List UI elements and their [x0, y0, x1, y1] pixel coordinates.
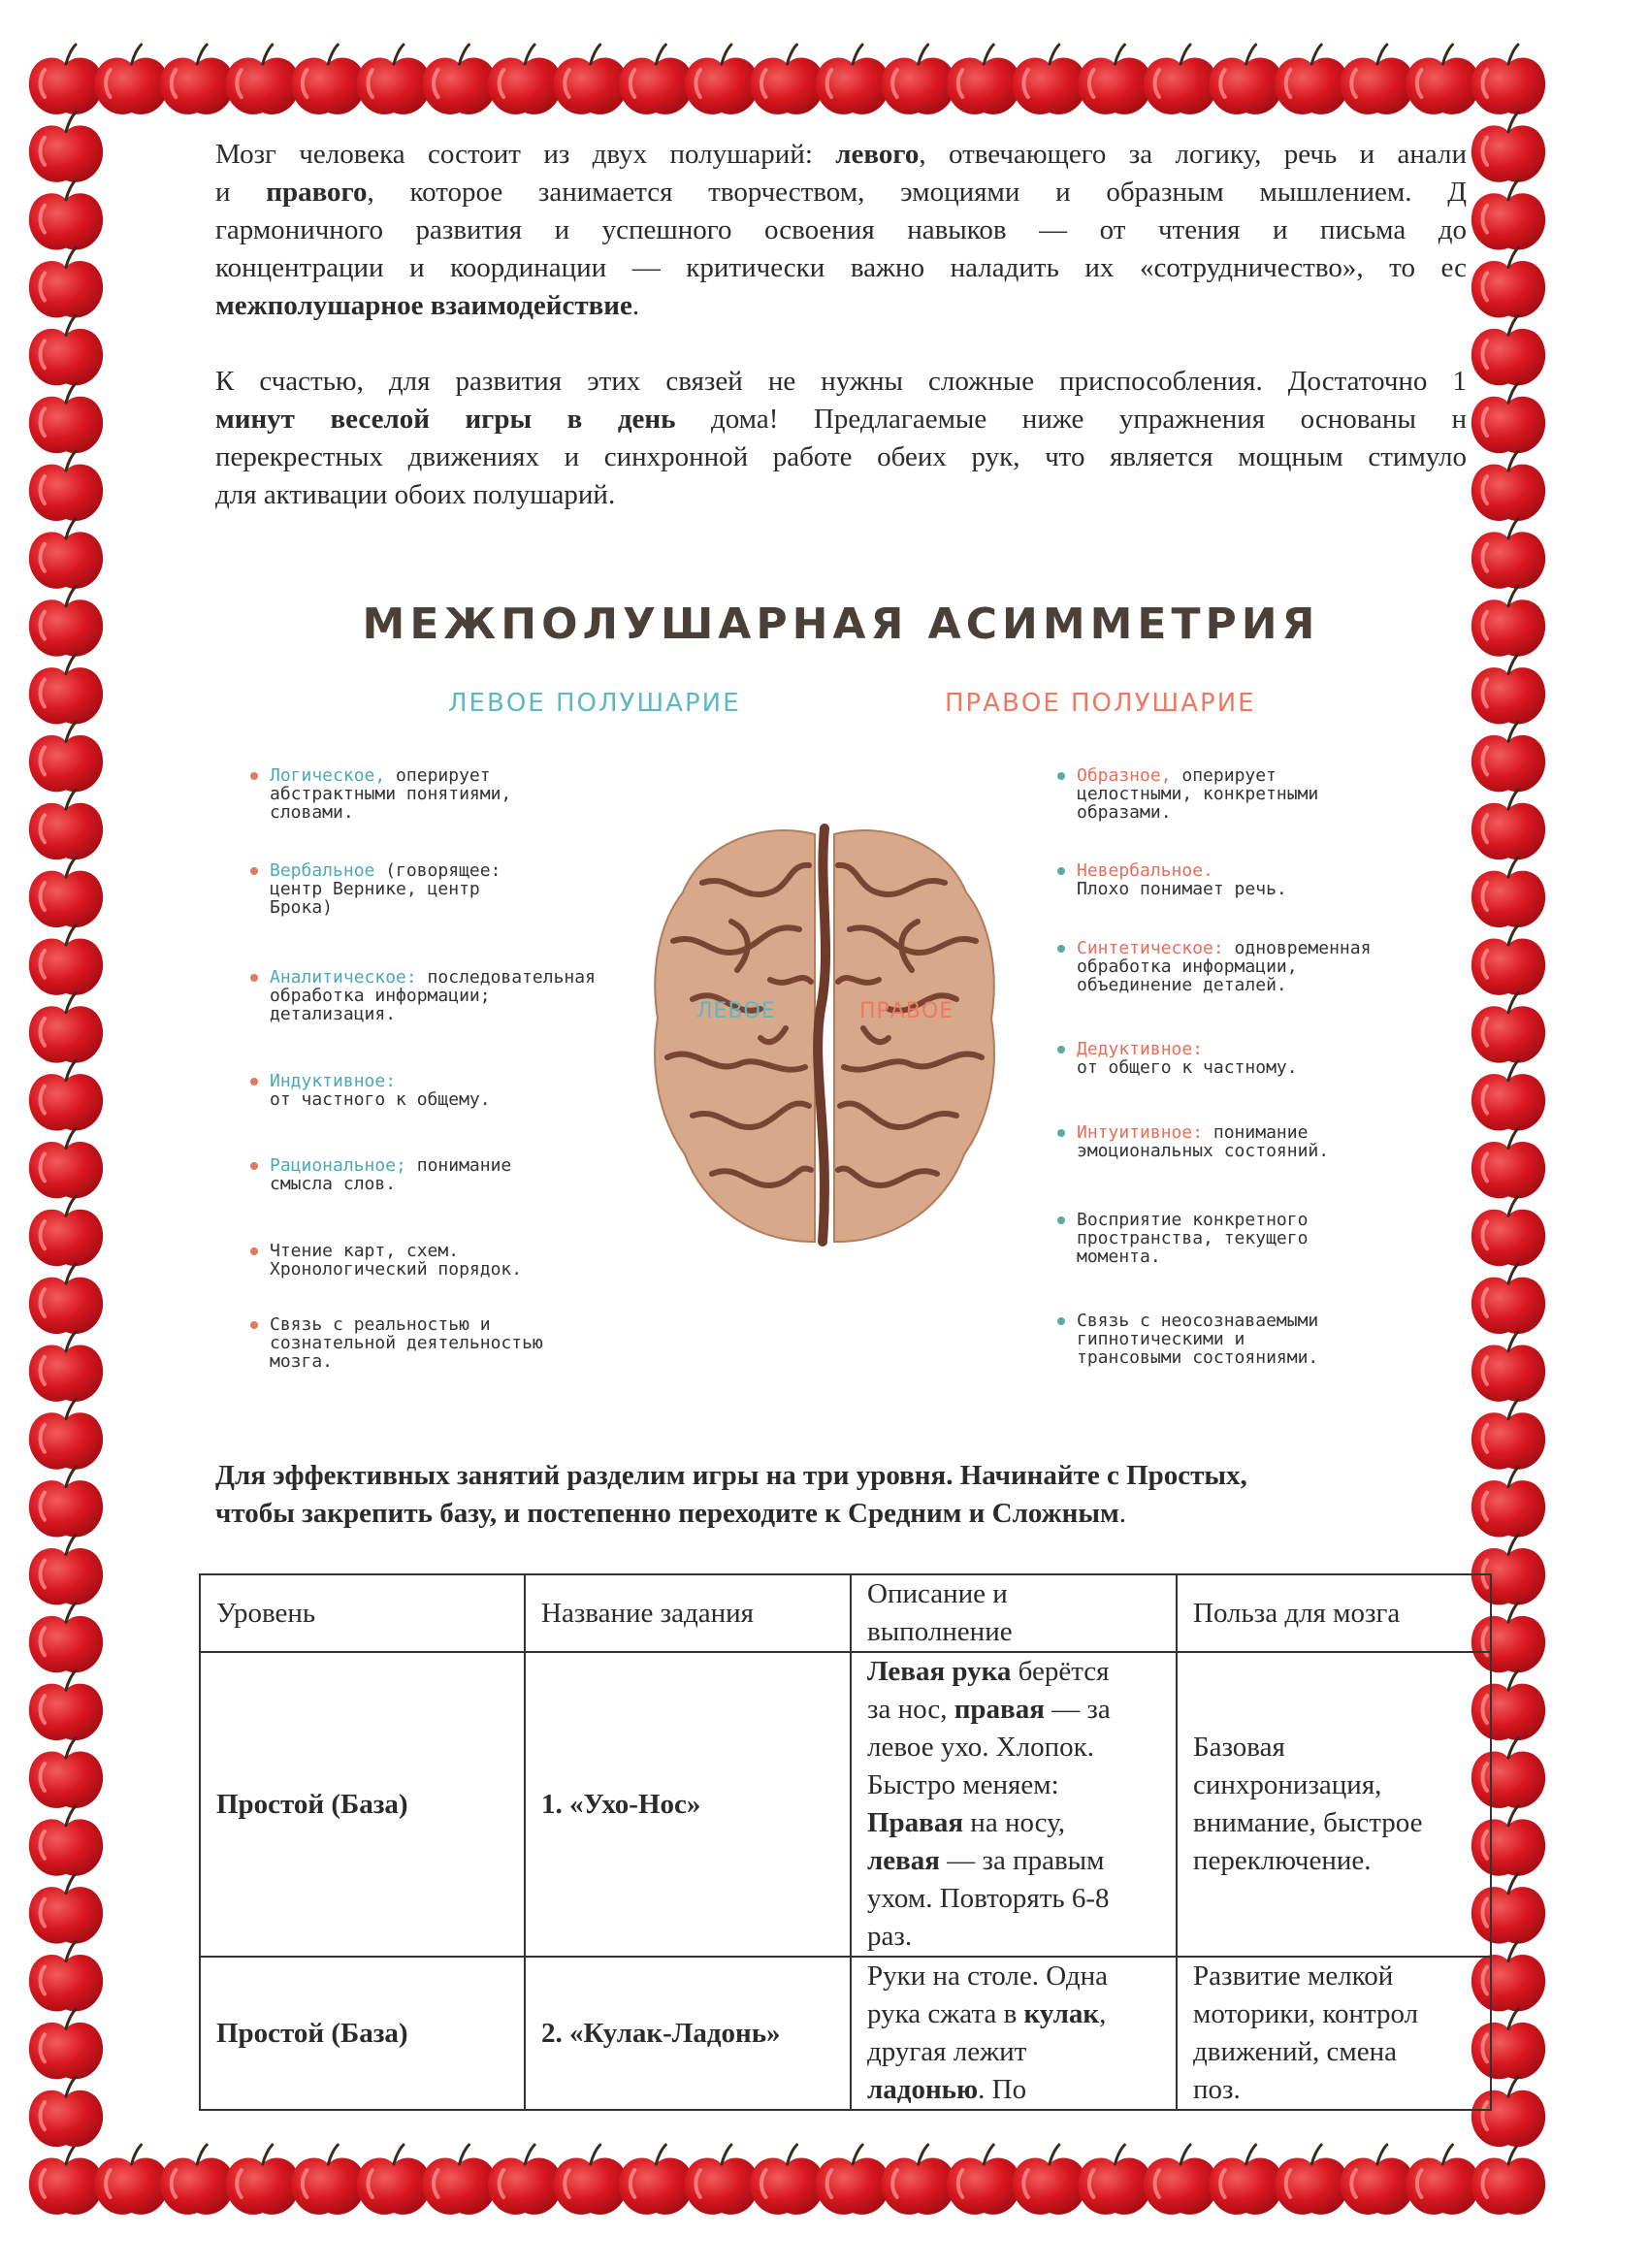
apple-icon [1471, 722, 1545, 792]
apple-icon [685, 2145, 759, 2215]
apple-icon [1471, 383, 1545, 453]
header-description: Описание и выполнение [851, 1574, 1177, 1652]
apple-icon [29, 1603, 103, 1672]
apple-icon [29, 858, 103, 927]
apple-icon [357, 2145, 431, 2215]
apple-icon [1471, 1061, 1545, 1131]
levels-intro: Для эффективных занятий разделим игры на три уровня. Начинайте с Простых, чтобы закрепить базу, и постепенно переходите к Средним и Сложным. [215, 1460, 1247, 1529]
apple-icon [1471, 113, 1545, 182]
apple-icon [1471, 1468, 1545, 1538]
apple-icon [29, 1128, 103, 1198]
text-line: и правого, которое занимается творчеством, эмоциями и образным мышлением. Д [215, 177, 1467, 208]
apple-icon [29, 790, 103, 859]
apple-icon [1471, 1128, 1545, 1198]
apple-icon [29, 315, 103, 385]
apple-icon [619, 2145, 693, 2215]
apple-icon [1471, 45, 1545, 114]
text-line: межполушарное взаимодействие. [215, 290, 640, 321]
row-task-name: 2. «Кулак-Ладонь» [525, 1957, 851, 2110]
text-line: перекрестных движениях и синхронной работе обеих рук, что является мощным стимуло [215, 441, 1467, 472]
apple-icon [29, 925, 103, 995]
apple-icon [29, 2145, 103, 2215]
apple-icon [1471, 587, 1545, 657]
list-item: Связь с неосознаваемыми гипнотическими и трансовыми состояниями. [1055, 1312, 1465, 1367]
apple-icon [1275, 2145, 1348, 2215]
list-item: Индуктивное: от частного к общему. [248, 1072, 658, 1109]
apple-icon [29, 1400, 103, 1470]
apple-icon [685, 45, 759, 114]
apple-icon [29, 1941, 103, 2011]
apple-icon [1078, 45, 1151, 114]
apple-icon [29, 1468, 103, 1538]
apple-icon [29, 2009, 103, 2079]
apple-icon [1471, 519, 1545, 589]
row-task-name: 1. «Ухо-Нос» [525, 1652, 851, 1957]
apple-icon [29, 113, 103, 182]
list-item: Чтение карт, схем. Хронологический порядок. [248, 1242, 658, 1279]
apple-icon [750, 2145, 824, 2215]
text-line: для активации обоих полушарий. [215, 479, 616, 510]
apple-icon [29, 2077, 103, 2147]
infographic-title: МЕЖПОЛУШАРНАЯ АСИММЕТРИЯ [362, 599, 1320, 649]
text-line: концентрации и координации — критически важно наладить их «сотрудничество», то ес [215, 252, 1467, 283]
list-item: Восприятие конкретного пространства, текущего момента. [1055, 1211, 1465, 1266]
apple-icon [29, 993, 103, 1063]
apple-icon [1471, 993, 1545, 1063]
apple-icon [1275, 45, 1348, 114]
apple-icon [94, 2145, 168, 2215]
text-line: Для эффективных занятий разделим игры на три уровня. Начинайте с Простых, [215, 1460, 1247, 1491]
list-item: Вербальное (говорящее: центр Вернике, центр Брока) [248, 861, 658, 917]
row-level: Простой (База) [200, 1652, 525, 1957]
apple-icon [1144, 45, 1217, 114]
apple-icon [1471, 858, 1545, 927]
brain-right-label: ПРАВОЕ [859, 999, 954, 1023]
list-item: Дедуктивное: от общего к частному. [1055, 1040, 1465, 1077]
list-item: Аналитическое: последовательная обработка информации; детализация. [248, 968, 658, 1023]
brain-illustration [644, 815, 1005, 1251]
brain-left-label: ЛЕВОЕ [696, 999, 776, 1023]
apple-icon [1209, 45, 1282, 114]
apple-icon [29, 1061, 103, 1131]
apple-icon [947, 2145, 1020, 2215]
apple-icon [1471, 925, 1545, 995]
table-header-row [200, 1574, 1491, 1652]
apple-icon [29, 1806, 103, 1876]
apple-icon [1341, 45, 1414, 114]
apple-icon [226, 2145, 300, 2215]
apple-icon [1471, 451, 1545, 521]
text-line: минут веселой игры в день дома! Предлагаемые ниже упражнения основаны н [215, 404, 1467, 435]
apple-icon [29, 451, 103, 521]
apple-icon [29, 722, 103, 792]
apple-icon [1471, 180, 1545, 250]
apple-icon [1471, 2145, 1545, 2215]
intro-paragraph-2 [215, 363, 1467, 514]
apple-icon [29, 45, 103, 114]
apple-icon [816, 45, 889, 114]
apple-icon [422, 45, 496, 114]
header-level: Уровень [200, 1574, 525, 1652]
apple-icon [29, 383, 103, 453]
text-line: Мозг человека состоит из двух полушарий: левого, отвечающего за логику, речь и анали [215, 139, 1467, 170]
apple-icon [1406, 45, 1479, 114]
apple-icon [1341, 2145, 1414, 2215]
apple-icon [1013, 45, 1086, 114]
apple-icon [29, 655, 103, 725]
apple-icon [291, 45, 365, 114]
row-description: Левая рука берётся за нос, правая — за левое ухо. Хлопок. Быстро меняем: Правая на носу, левая — за правым ухом. Повторять 6-8 раз. [851, 1652, 1177, 1957]
apple-icon [947, 45, 1020, 114]
apple-icon [882, 2145, 955, 2215]
apple-icon [29, 1264, 103, 1334]
apple-icon [1471, 248, 1545, 318]
apple-icon [29, 180, 103, 250]
apple-icon [29, 248, 103, 318]
row-description: Руки на столе. Одна рука сжата в кулак, другая лежит ладонью. По [851, 1957, 1177, 2110]
apple-icon [816, 2145, 889, 2215]
apple-icon [882, 45, 955, 114]
apple-icon [1471, 1400, 1545, 1470]
apple-icon [488, 45, 562, 114]
apple-icon [750, 45, 824, 114]
apple-icon [554, 2145, 628, 2215]
list-item: Логическое, оперирует абстрактными понятиями, словами. [248, 766, 658, 822]
apple-icon [1078, 2145, 1151, 2215]
intro-text-block [215, 136, 1467, 514]
header-task-name: Название задания [525, 1574, 851, 1652]
table-row [200, 1957, 1491, 2110]
apple-icon [29, 1738, 103, 1808]
apple-icon [422, 2145, 496, 2215]
apple-icon [160, 2145, 234, 2215]
row-benefit: Базовая синхронизация, внимание, быстрое переключение. [1177, 1652, 1491, 1957]
list-item: Невербальное. Плохо понимает речь. [1055, 861, 1465, 898]
apple-icon [94, 45, 168, 114]
apple-icon [29, 1670, 103, 1740]
apple-icon [29, 587, 103, 657]
text-line: чтобы закрепить базу, и постепенно переходите к Средним и Сложным [215, 1498, 1119, 1529]
list-item: Синтетическое: одновременная обработка информации, объединение деталей. [1055, 939, 1465, 994]
apple-icon [29, 519, 103, 589]
apple-icon [29, 1196, 103, 1266]
apple-icon [554, 45, 628, 114]
row-benefit: Развитие мелкой моторики, контрол движений, смена поз. [1177, 1957, 1491, 2110]
right-hemisphere-heading: ПРАВОЕ ПОЛУШАРИЕ [945, 689, 1256, 718]
row-level: Простой (База) [200, 1957, 525, 2110]
left-hemisphere-heading: ЛЕВОЕ ПОЛУШАРИЕ [448, 689, 741, 718]
apple-icon [1144, 2145, 1217, 2215]
apple-icon [1471, 315, 1545, 385]
apple-icon [1209, 2145, 1282, 2215]
list-item: Связь с реальностью и сознательной деятельностью мозга. [248, 1315, 658, 1371]
hemisphere-infographic [215, 582, 1467, 1397]
apple-icon [488, 2145, 562, 2215]
apple-icon [619, 45, 693, 114]
apple-icon [226, 45, 300, 114]
table-row [200, 1652, 1491, 1957]
apple-icon [160, 45, 234, 114]
text-line: гармоничного развития и успешного освоения навыков — от чтения и письма до [215, 214, 1467, 245]
apple-icon [1471, 655, 1545, 725]
apple-icon [1013, 2145, 1086, 2215]
apple-icon [29, 1332, 103, 1402]
intro-paragraph-1 [215, 136, 1467, 325]
text-line: К счастью, для развития этих связей не нужны сложные приспособления. Достаточно 1 [215, 366, 1467, 397]
apple-icon [1471, 790, 1545, 859]
exercise-table [199, 1573, 1492, 2111]
apple-icon [357, 45, 431, 114]
apple-icon [1471, 1264, 1545, 1334]
header-benefit: Польза для мозга [1177, 1574, 1491, 1652]
apple-icon [291, 2145, 365, 2215]
list-item: Рациональное; понимание смысла слов. [248, 1156, 658, 1193]
apple-icon [29, 1535, 103, 1604]
apple-icon [1471, 1332, 1545, 1402]
list-item: Интуитивное: понимание эмоциональных состояний. [1055, 1123, 1465, 1160]
apple-icon [1471, 1196, 1545, 1266]
list-item: Образное, оперирует целостными, конкретными образами. [1055, 766, 1465, 822]
apple-icon [29, 1874, 103, 1944]
apple-icon [1406, 2145, 1479, 2215]
